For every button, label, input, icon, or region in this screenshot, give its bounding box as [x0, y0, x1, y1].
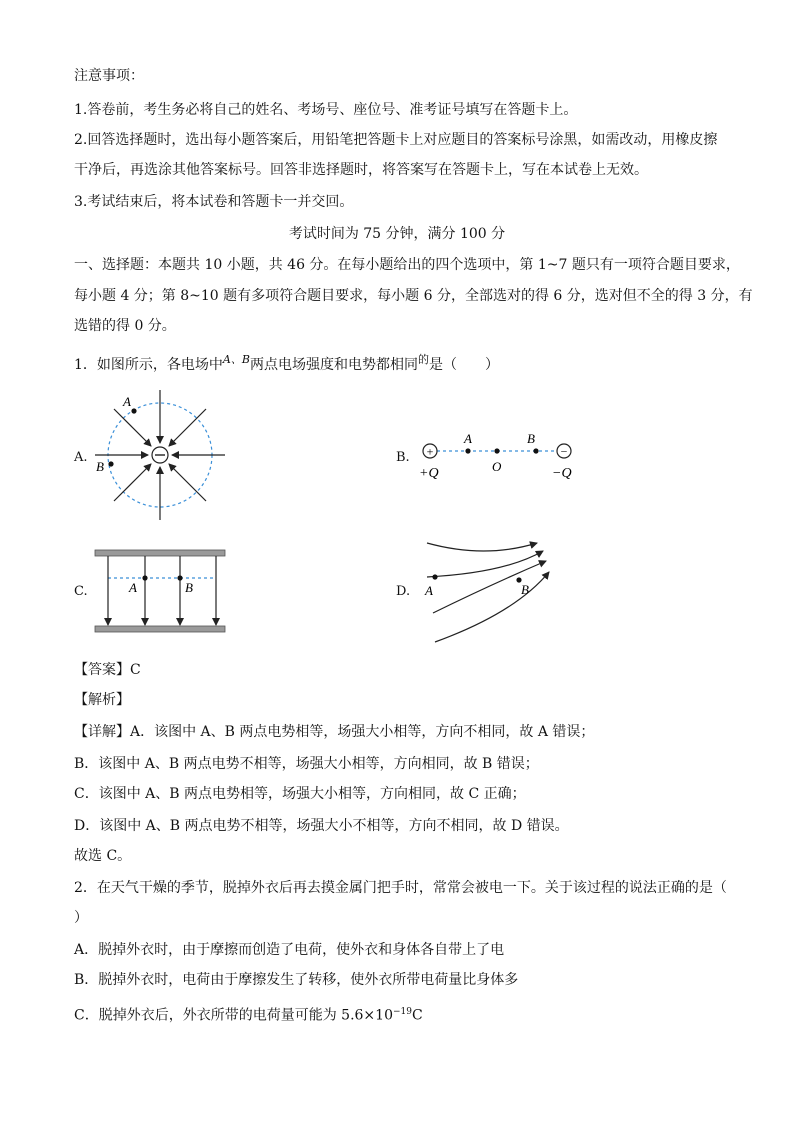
q2-option-a: A．脱掉外衣时，由于摩擦而创造了电荷，使外衣和身体各自带上了电 [74, 942, 505, 958]
q1-stem [74, 355, 499, 376]
q2-option-b: B．脱掉外衣时，电荷由于摩擦发生了转移，使外衣所带电荷量比身体多 [74, 972, 519, 988]
point-b [177, 575, 182, 580]
point-b [108, 461, 113, 466]
q2-option-c-exponent: −19 [392, 1007, 412, 1017]
label-b: B [527, 431, 535, 446]
q2-option-c-prefix: C．脱掉外衣后，外衣所带的电荷量可能为 5.6×10 [74, 1007, 393, 1024]
label-b: B [185, 580, 193, 595]
q1-analysis-title: 【解析】 [74, 692, 130, 708]
section1-line-2: 每小题 4 分；第 8~10 题有多项符合题目要求，每小题 6 分，全部选对的得 6 分，选对但不全的得 3 分，有 [74, 288, 753, 304]
q1-detail-d: D．该图中 A、B 两点电势不相等，场强大小不相等，方向不相同，故 D 错误。 [74, 818, 569, 834]
label-plus-q: +Q [419, 466, 439, 480]
q2-option-c [74, 1002, 423, 1026]
q1-figure-a [90, 385, 240, 525]
q1-figure-d [415, 535, 560, 650]
notes-title: 注意事项： [74, 68, 144, 84]
notes-item-2-cont: 干净后，再选涂其他答案标号。回答非选择题时，将答案写在答题卡上，写在本试卷上无效。 [74, 162, 648, 178]
minus-sign: − [560, 444, 568, 459]
point-a [131, 408, 136, 413]
q1-option-d-label: D. [396, 584, 411, 599]
q1-detail-a: 【详解】A．该图中 A、B 两点电势相等，场强大小相等，方向不相同，故 A 错误； [74, 724, 595, 740]
notes-item-2: 2.回答选择题时，选出每小题答案后，用铅笔把答题卡上对应题目的答案标号涂黑，如需改动，用橡皮擦 [74, 132, 718, 148]
top-plate [95, 550, 225, 556]
label-b: B [521, 582, 529, 597]
q1-option-b-label: B. [396, 450, 410, 465]
q1-option-a-label: A. [74, 450, 88, 465]
q1-conclusion: 故选 C。 [74, 848, 132, 864]
notes-item-3: 3.考试结束后，将本试卷和答题卡一并交回。 [74, 194, 354, 210]
label-a: A [425, 583, 433, 598]
label-b: B [96, 459, 104, 474]
label-a: A [129, 580, 137, 595]
exam-time: 考试时间为 75 分钟，满分 100 分 [288, 226, 506, 242]
q1-stem-de: 的 [417, 353, 429, 366]
point-o [494, 448, 499, 453]
point-b [533, 448, 538, 453]
q1-figure-c [90, 545, 230, 637]
q2-stem-line-2: ） [74, 910, 88, 926]
q2-option-c-unit: C [411, 1007, 423, 1024]
point-a [465, 448, 470, 453]
field-lines [108, 556, 216, 625]
label-o: O [492, 459, 502, 474]
q1-detail-c: C．该图中 A、B 两点电势相等，场强大小相等，方向相同，故 C 正确； [74, 786, 526, 802]
label-a: A [123, 394, 131, 409]
section1-line-3: 选错的得 0 分。 [74, 318, 176, 334]
plus-sign: + [426, 444, 434, 459]
q1-answer: 【答案】C [74, 662, 141, 678]
point-a [432, 574, 437, 579]
field-lines [427, 543, 549, 642]
label-a: A [464, 431, 472, 446]
q2-stem-line-1: 2．在天气干燥的季节，脱掉外衣后再去摸金属门把手时，常常会被电一下。关于该过程的说法正确的是（ [74, 880, 727, 896]
q1-stem-suffix: 是（ ） [428, 357, 499, 373]
section1-line-1: 一、选择题：本题共 10 小题，共 46 分。在每小题给出的四个选项中，第 1~7 题只有一项符合题目要求， [74, 257, 740, 273]
bottom-plate [95, 626, 225, 632]
notes-item-1: 1.答卷前，考生务必将自己的姓名、考场号、座位号、准考证号填写在答题卡上。 [74, 102, 578, 118]
q1-stem-prefix: 1．如图所示，各电场中 [74, 357, 223, 373]
q1-stem-ab: A、B [222, 353, 250, 366]
q1-detail-b: B．该图中 A、B 两点电势不相等，场强大小相等，方向相同，故 B 错误； [74, 756, 539, 772]
q1-option-c-label: C. [74, 584, 88, 599]
q1-figure-b [415, 430, 580, 480]
point-a [142, 575, 147, 580]
label-minus-q: −Q [552, 466, 572, 480]
q1-stem-middle: 两点电场强度和电势都相同 [249, 357, 418, 373]
